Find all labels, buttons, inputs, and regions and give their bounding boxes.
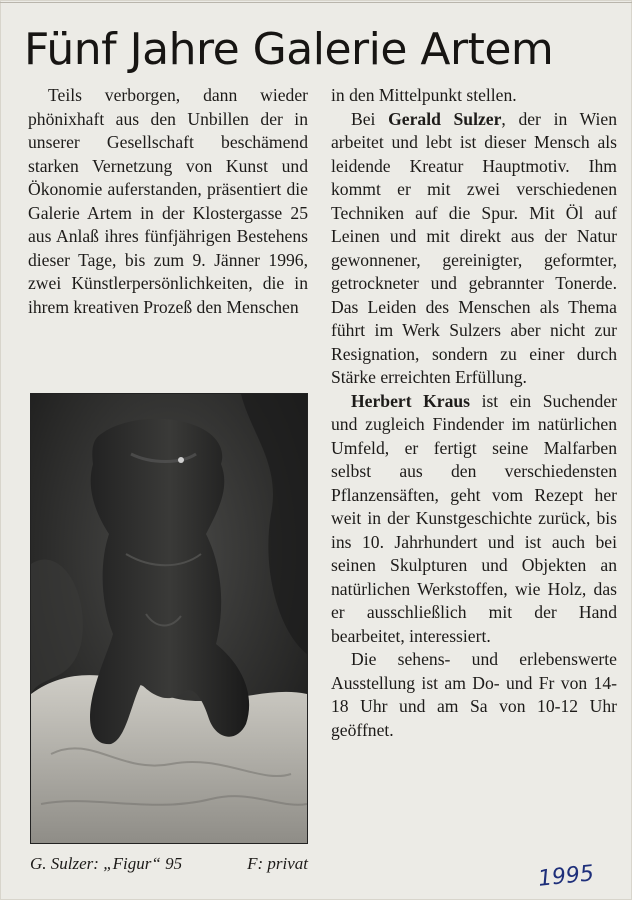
artist-name-kraus: Herbert Kraus <box>351 390 471 411</box>
article-headline: Fünf Jahre Galerie Artem <box>24 24 554 75</box>
opening-hours-paragraph: Die sehens- und erlebenswerte Ausstellung ist am Do- und Fr von 14-18 Uhr und am Sa von 10-12 Uhr geöffnet. <box>331 649 617 740</box>
top-divider <box>0 2 632 3</box>
photo-caption <box>30 853 310 875</box>
caption-credit: F: privat <box>247 854 308 873</box>
handwritten-year-note: 1995 <box>536 861 596 892</box>
caption-title: G. Sulzer: „Figur“ 95 <box>30 854 183 873</box>
sulzer-prefix: Bei <box>351 108 389 129</box>
intro-continuation: in den Mittelpunkt stellen. <box>331 85 517 105</box>
sculpture-figure-image <box>31 394 307 843</box>
sculpture-photo <box>30 393 308 844</box>
kraus-text: ist ein Suchender und zugleich Findender im natürlichen Umfeld, er fertigt seine Malfarben selbst aus den verschiedensten Pflanzensäften, geht vom Rezept her weit in der Kunstgeschichte zurück, bis ins 10. Jahrhundert und ist auch bei seinen Skulpturen und Objekten an natürlichen Werkstoffen, wie Holz, das er ausschließlich mit der Hand bearbeitet, interessiert. <box>331 390 617 646</box>
left-column <box>28 84 308 319</box>
kraus-paragraph <box>331 390 617 649</box>
right-column <box>331 84 617 742</box>
artist-name-sulzer: Gerald Sulzer <box>388 108 502 129</box>
intro-paragraph: Teils verborgen, dann wieder phönixhaft aus den Unbillen der in unserer Gesellschaft beschämend starken Vernetzung von Kunst und Ökonomie auferstanden, präsentiert die Galerie Artem in der Klostergasse 25 aus Anlaß ihres fünfjährigen Bestehens dieser Tage, bis zum 9. Jänner 1996, zwei Künstlerpersönlichkeiten, die in ihrem kreativen Prozeß den Menschen <box>28 85 308 317</box>
sulzer-paragraph <box>331 108 617 390</box>
sulzer-text: , der in Wien arbeitet und lebt ist dieser Mensch als leidende Kreatur Hauptmotiv. Ihm kommt er mit zwei verschiedenen Techniken auf die Spur. Mit Öl auf Leinen und mit direkt aus der Natur gewonnener, gereinigter, geformter, getrockneter und gebrannter Tonerde. Das Leiden des Menschen als Thema führt im Werk Sulzers aber nicht zur Resignation, sondern zu einer durch Stärke erreichten Erfüllung. <box>331 108 617 387</box>
